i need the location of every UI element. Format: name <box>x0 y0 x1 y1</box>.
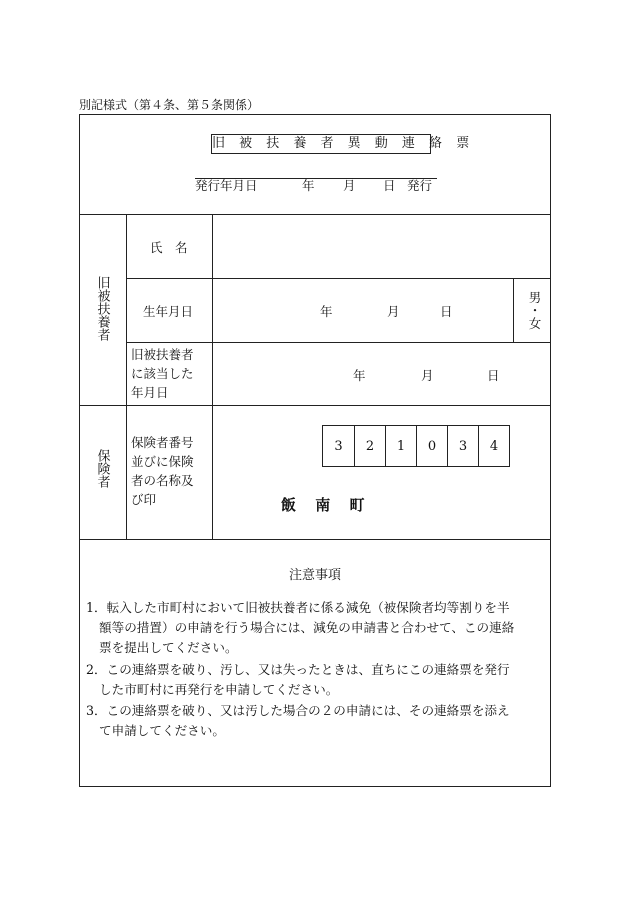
became-date-label <box>131 345 194 402</box>
issue-date-label: 発行年月日 <box>195 178 258 193</box>
became-day-unit: 日 <box>487 368 500 383</box>
became-date-label-line: 旧被扶養者 <box>131 347 194 362</box>
insurer-field-label-line: 保険者番号 <box>131 435 194 450</box>
divider-header <box>79 214 551 215</box>
form-caption: 別記様式（第４条、第５条関係） <box>79 98 260 112</box>
issue-suffix: 発行 <box>407 178 433 193</box>
former-dependent-section-label <box>94 276 110 345</box>
insurer-section-label <box>94 449 110 492</box>
note-line: 票を提出してください。 <box>99 640 238 655</box>
note-line: 転入した市町村において旧被扶養者に係る減免（被保険者均等割りを半 <box>106 600 510 615</box>
insurer-section-text: 保険者 <box>94 449 110 488</box>
form-title: 旧 被 扶 養 者 異 動 連 絡 票 <box>211 134 431 154</box>
insurer-number-digit[interactable]: 1 <box>385 426 416 466</box>
note-line: この連絡票を破り、汚し、又は失ったときは、直ちにこの連絡票を発行 <box>106 662 510 677</box>
divider-name-row <box>126 278 551 279</box>
divider-insurer-section <box>79 539 551 540</box>
became-date-label-line: に該当した <box>131 366 194 381</box>
issue-month-unit: 月 <box>343 178 356 193</box>
note-line: 額等の措置）の申請を行う場合には、減免の申請書と合わせて、この連絡 <box>99 620 515 635</box>
insurer-number-digit[interactable]: 3 <box>447 426 478 466</box>
became-date-label-line: 年月日 <box>131 385 169 400</box>
name-label: 氏 名 <box>150 240 188 255</box>
notes-title: 注意事項 <box>288 568 341 583</box>
became-month-unit: 月 <box>421 368 434 383</box>
became-year-unit: 年 <box>353 368 366 383</box>
divider-dependent-section <box>79 405 551 406</box>
insurer-field-label-line: 者の名称及 <box>131 473 194 488</box>
sex-male[interactable]: 男 <box>528 290 542 305</box>
sex-dot: ・ <box>528 303 542 318</box>
insurer-field-label <box>131 433 194 509</box>
issue-date-line <box>195 178 437 193</box>
former-dependent-section-text: 旧被扶養者 <box>94 276 110 341</box>
note-item <box>86 701 546 741</box>
divider-field-label-col <box>212 214 213 539</box>
note-line: て申請してください。 <box>99 723 225 738</box>
note-item <box>86 660 546 700</box>
divider-section-label-col <box>126 214 127 539</box>
insurer-number-digit[interactable]: 4 <box>478 426 509 466</box>
sex-selector[interactable] <box>527 291 543 330</box>
insurer-number-digit[interactable]: 0 <box>416 426 447 466</box>
insurer-number-digit[interactable]: 2 <box>354 426 385 466</box>
birthdate-label: 生年月日 <box>143 304 194 319</box>
birth-day-unit: 日 <box>440 304 453 319</box>
note-number: 3． <box>86 703 107 718</box>
divider-sex-col <box>513 278 514 342</box>
note-number: 2． <box>86 662 107 677</box>
name-field[interactable] <box>216 220 546 272</box>
insurer-field-label-line: び印 <box>131 492 157 507</box>
note-line: した市町村に再発行を申請してください。 <box>99 682 339 697</box>
insurer-number-digit[interactable]: 3 <box>334 438 343 454</box>
birth-month-unit: 月 <box>387 304 400 319</box>
insurer-name: 飯 南 町 <box>281 496 372 514</box>
note-item <box>86 598 546 658</box>
issue-year-unit: 年 <box>302 178 315 193</box>
note-number: 1． <box>86 600 107 615</box>
sex-female[interactable]: 女 <box>528 316 542 331</box>
issue-day-unit: 日 <box>383 178 396 193</box>
insurer-field-label-line: 並びに保険 <box>131 454 194 469</box>
insurer-number-boxes <box>322 425 510 467</box>
note-line: この連絡票を破り、又は汚した場合の２の申請には、その連絡票を添え <box>106 703 510 718</box>
divider-birth-row <box>126 342 551 343</box>
birth-year-unit: 年 <box>320 304 333 319</box>
